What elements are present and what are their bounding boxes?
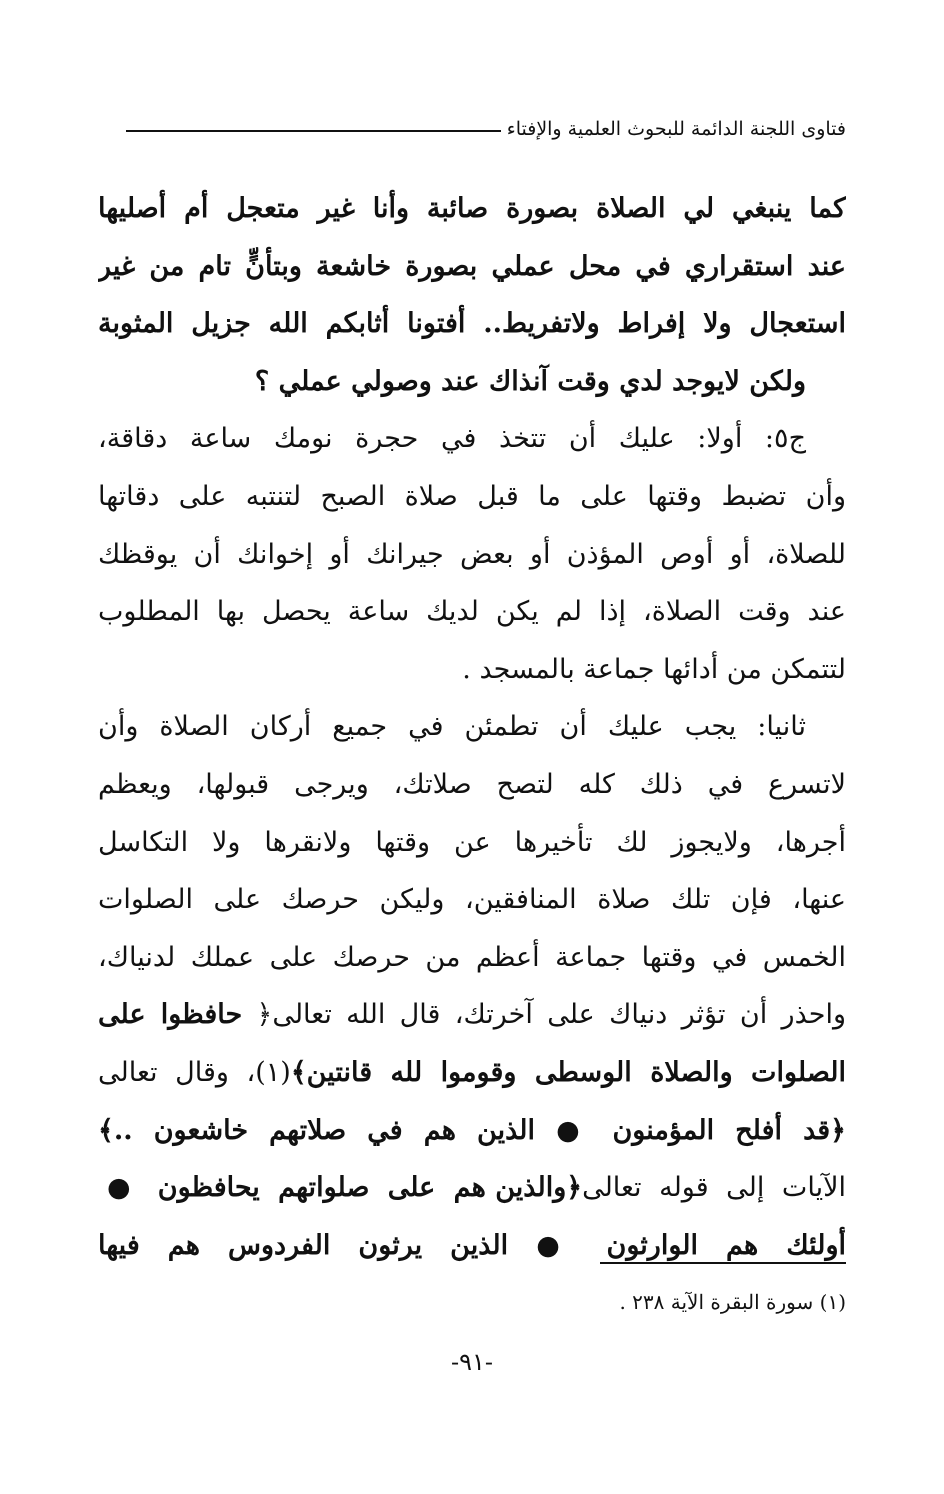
footnote-rule (600, 1262, 846, 1264)
header-rule (126, 130, 501, 132)
answer-line: عند وقت الصلاة، إذا لم يكن لديك ساعة يحصل بها المطلوب (98, 596, 846, 628)
answer-line: وأن تضبط وقتها على ما قبل صلاة الصبح لتنتبه على دقاتها (98, 480, 846, 512)
line-text: الآيات إلى قوله تعالى (582, 1172, 846, 1204)
footnote: (١) سورة البقرة الآية ٢٣٨ . (619, 1290, 846, 1314)
answer-line: لاتسرع في ذلك كله لتصح صلاتك، ويرجى قبولها، ويعظم (98, 768, 846, 800)
answer-line: عنها، فإن تلك صلاة المنافقين، وليكن حرصك على الصلوات (98, 884, 846, 916)
quran-verse-line: ﴿قد أفلح المؤمنون ● الذين هم في صلاتهم خاشعون ..﴾ (98, 1114, 846, 1146)
quran-verse: ﴿والذين هم على صلواتهم يحافظون ● (98, 1172, 583, 1204)
question-line: استعجال ولا إفراط ولاتفريط.. أفتونا أثابكم الله جزيل المثوبة (98, 308, 846, 340)
running-header (126, 118, 846, 140)
answer-line: الخمس في وقتها جماعة أعظم من حرصك على عملك لدنياك، (98, 941, 846, 973)
answer-line: ثانيا: يجب عليك أن تطمئن في جميع أركان الصلاة وأن (98, 711, 806, 743)
answer-line-quran (98, 1044, 846, 1102)
answer-line-quran (98, 986, 846, 1044)
line-text: (١)، وقال تعالى (98, 1056, 291, 1088)
page-number: -٩١- (451, 1348, 493, 1376)
quran-verse: الصلوات والصلاة الوسطى وقوموا لله قانتين﴾ (290, 1056, 846, 1088)
body-text (98, 180, 846, 1274)
question-line: كما ينبغي لي الصلاة بصورة صائبة وأنا غير متعجل أم أصليها (98, 193, 846, 224)
book-title: فتاوى اللجنة الدائمة للبحوث العلمية والإفتاء (506, 118, 846, 140)
answer-line: لتتمكن من أدائها جماعة بالمسجد . (462, 653, 846, 685)
question-line: ولكن لايوجد لدي وقت آنذاك عند وصولي عملي ؟ (254, 365, 806, 397)
question-line: عند استقراري في محل عملي بصورة خاشعة وبتأنٍّ تام من غير (98, 250, 846, 282)
answer-line-quran (98, 1159, 846, 1217)
answer-line: أجرها، ولايجوز لك تأخيرها عن وقتها ولانقرها ولا التكاسل (98, 826, 846, 858)
answer-line: ج٥: أولا: عليك أن تتخذ في حجرة نومك ساعة دقاقة، (98, 423, 806, 455)
answer-line: للصلاة، أو أوص المؤذن أو بعض جيرانك أو إخوانك أن يوقظك (98, 538, 846, 570)
quran-verse: حافظوا على (98, 999, 243, 1031)
line-text: واحذر أن تؤثر دنياك على آخرتك، قال الله تعالى﴿ (242, 999, 846, 1031)
quran-verse-line: أولئك هم الوارثون ● الذين يرثون الفردوس هم فيها (98, 1229, 846, 1261)
